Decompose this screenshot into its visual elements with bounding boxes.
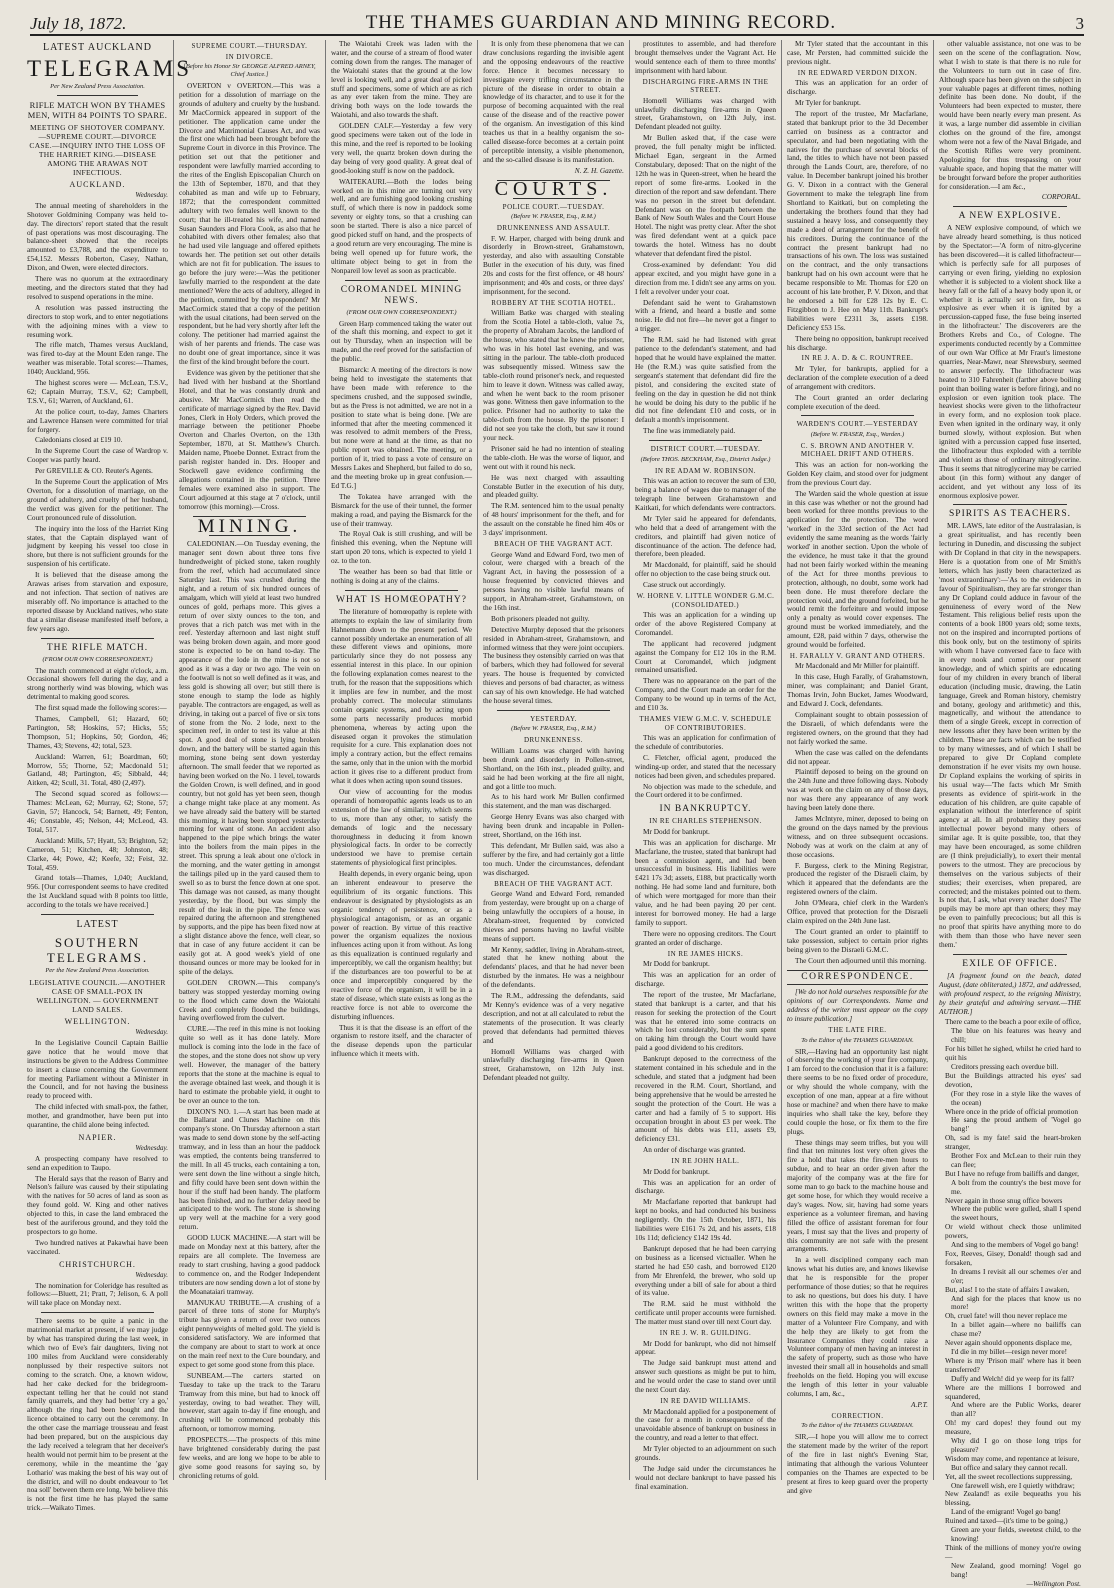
paragraph: The report of the trustee, Mr Macfarlane, stated that bankrupt is a carter, and that his reason for seeking the protection of the Court was that he entered into some contracts on which he lost considerably, but the sum spent on taking him through the Court would have paid a good dividend to his creditors. xyxy=(635,989,776,1053)
paragraph: There were no opposing creditors. The Court granted an order of discharge. xyxy=(635,928,776,947)
paragraph: It is only from these phenomena that we can draw conclusions regarding the invisible agent and the opposing endeavours of the reactive force. Hence it becomes necessary to investigate every trifling circumstance in the picture of the disease in order to obtain a knowledge of its character, and to use it for the purpose of becoming acquainted with the real cause of the disease and of the reactive power of the organism. An investigation of this kind teaches us that in a healthy organism the so-called disease-force becomes at a certain point of perceptible intensity, a visible phenomenon, and the so-called disease is its manifestation. xyxy=(483,39,624,164)
summary-news: MEETING OF SHOTOVER COMPANY. —SUPREME COURT.—DIVORCE CASE.—INQUIRY INTO THE LOSS OF THE HARRIET KING.—DISEASE AMONG THE ARAWAS NOT INFECTIOUS. xyxy=(29,123,166,177)
paragraph: The Court then adjourned until this morning. xyxy=(795,955,927,965)
paragraph: DIXON'S NO. 1.—A start has been made at the Ballarat and Clunes Machine on this company's stone. On Thursday afternoon a start was made to send down stone by the self-acting tramway, and in less than an hour the paddock was emptied, the contents being transferred to the mill. In all 45 trucks, each containing a ton, were sent down the line without a single hitch, and fifty could have been sent down within the hour if the stuff had been handy. The platform has been finished, and no further delay need be anticipated to the work. The stone is showing up very well at the machine for a very good return. xyxy=(179,1106,320,1232)
poem-line: Creditors pressing each overdue bill. xyxy=(951,1061,1059,1071)
correspondent-note: (FROM OUR OWN CORRESPONDENT.) xyxy=(346,308,457,316)
paragraph: F. W. Harper, charged with being drunk and disorderly in Brown-street, Grahamstown, yesterday, and also with assaulting Constable Butler in the execution of his duty, was fined 20s and costs for the first offence, or 48 hours' imprisonment; and 40s and costs, or three days' imprisonment, for the second. xyxy=(483,233,624,296)
before-judge-note: (Before THOS. BECKHAM, Esq., District Judge.) xyxy=(640,455,771,463)
poem-line: Think of the millions of money you're owing— xyxy=(945,1542,1081,1561)
poem-preface: [A fragment found on the beach, dated August, (date obliterated,) 1872, and addressed, with profound respect, to the reigning Ministry, by their grateful and admiring servant.—THE AUTHOR.] xyxy=(939,970,1081,1016)
dateline: Wednesday. xyxy=(135,1027,168,1036)
paragraph: Both prisoners pleaded not guilty. xyxy=(491,613,590,623)
mining-heading: MINING. xyxy=(197,515,302,537)
paragraph: SUNBEAM.—The carters started on Tuesday to take up the track to the Tararu Tramway from this mine, but had to knock off yesterday, owing to bad weather. They will, however, start again to-day if fine enough, and crushing will be commenced probably this afternoon, or tomorrow morning. xyxy=(179,1370,320,1434)
poem-line: Or wield without check those unlimited powers, xyxy=(945,1222,1081,1241)
paragraph: In this case, Hugh Farally, of Grahamstown, miner, was complainant; and Daniel Grant, Thomas Irvin, John Bucket, James Woodward, and Edward J. Cock, defendants. xyxy=(787,672,928,709)
paragraph: The applicant had recovered judgment against the Company for £12 10s in the R.M. Court at Coromandel, which judgment remained unsatisfied. xyxy=(635,638,776,675)
paragraph: The highest scores were — McLean, T.S.V., 62; Captain Murray, T.S.V., 62; Campbell, T.S.V., 61; Warren, of Auckland, 61. xyxy=(27,378,168,405)
page-number: 3 xyxy=(1075,14,1084,33)
case-heading: H. FARALLY V. GRANT AND OTHERS. xyxy=(789,651,926,660)
paragraph: George Wand and Edward Ford, two men of colour, were charged with a breach of the Vagrant Act, in having the possession of a house frequented by convicted thieves and persons having no visible lawful means of support, in Abraham-street, Grahamstown, on the 16th inst. xyxy=(483,549,624,612)
poem-line: The blue on his features was heavy and chill; xyxy=(951,1026,1081,1045)
paragraph: The Judge said bankrupt must attend and answer such questions as might be put to him, and he would order the case to stand over until the next Court day. xyxy=(635,1358,776,1395)
paragraph: John O'Meara, chief clerk in the Warden's Office, proved that protection for the Disraeli claim expired on the 24th June last. xyxy=(787,898,928,925)
case-heading: IN RE J. A. D. & C. ROUNTREE. xyxy=(801,354,914,363)
case-heading: BREACH OF THE VAGRANT ACT. xyxy=(494,540,613,548)
paragraph: These things may seem trifles, but you will find that ten minutes lost very often gives the fire a hold that takes the fire-men hours to subdue, and to hear an order given after the majority of the company was at the fire for some man to go back to the machine house and get some hose, for which they would receive a day's wages. Now, sir, having had some years experience as a volunteer fireman, and having filled the office of assistant foreman for four years, I must say that the lives and property of this community are not safe with the present arrangements. xyxy=(787,1137,928,1254)
paragraph: Homœll Williams was charged with unlawfully discharging fire-arms in Queen street, Grahamstown, on 12th July inst. Defendant pleaded not guilty. xyxy=(483,1046,624,1083)
paragraph: There seems to be quite a panic in the matrimonial market at present, if we may judge by what has transpired during the last week, in which two of Eve's fair daughters, living not 100 miles from Auckland were considerably nonplussed by their respective suitors not coming to the scratch. One, a known widow, had her cake decked for the bridegroom-expectant telling her that he could not stand family quarrels, and they had better 'cry a go,' although the ring had been bought and the licence obtained to carry out the ceremony. In the other case the marriage trousseau and feast had been prepared, but on the auspicious day the lady received a telegram that her deceiver's health would not permit him to be present at the ceremony, while in the meantime the 'gay Lothario' was making the best of his way out of the district, and will no doubt endeavour to 'let noa soll' between them ere long. We believe this is not the first time he has played the same trick.—Waikato Times. xyxy=(27,1316,168,1513)
paragraph: Bankrupt deposed that he had been carrying on business as a licensed victualler. When he started he had £50 cash, and borrowed £120 from Mr Ehrenfeld, the brewer, who sold up everything under a bill of sale for about a third of its value. xyxy=(635,1243,776,1298)
paragraph: Mr Macfarlane reported that bankrupt had kept no books, and had conducted his business negligently. On the 15th October, 1871, his liabilities were £161 7s 2d, and his assets, £18 10s 11d; deficiency £142 19s 4d. xyxy=(635,1197,776,1242)
before-warden-note: (Before W. FRASER, Esq., Warden.) xyxy=(810,430,905,438)
paragraph: Homœll Williams was charged with unlawfully discharging fire-arms in Queen street, Grahamstown, on 12th July, inst. Defendant pleaded not guilty. xyxy=(635,95,776,132)
correspondence-heading: CORRESPONDENCE. xyxy=(787,970,928,985)
place-christchurch: CHRISTCHURCH. xyxy=(59,1259,136,1269)
case-heading: IN RE JOHN HALL. xyxy=(671,1157,740,1166)
case-heading: W. HORNE V. LITTLE WONDER G.M.C. (CONSOLIDATED.) xyxy=(636,592,775,609)
paragraph: In a well disciplined company each man knows what his duties are, and knows likewise that he is responsible for the proper performance of those duties; so that he requires to ask no questions, but does his duty. I have written this with the hope that the property owners on this field may make a move in the matter of a Volunteer Fire Company, and with the help they are likely to get from the Insurance Companies they could raise a Volunteer company of men having an interest in the safety of property, such as those who have invested their small all in households and small freeholds on the field. Hoping you will excuse the length of this letter in your valuable columns, I am, &c., xyxy=(787,1255,928,1398)
case-heading: IN RE ADAM W. ROBINSON. xyxy=(655,466,756,475)
paragraph: Defendant said he went to Grahamstown with a friend, and heard a bustle and some noise. He did not fire—he never got a finger to a trigger. xyxy=(635,297,776,334)
paragraph: William Batke was charged with stealing from the Scotia Hotel a table-cloth, value 7s, the property of Abraham Jacobs, the landlord of the house, who stated that he knew the prisoner, who was in his hotel last evening, and was sitting in the parlour. The table-cloth produced was subsequently missed. Witness saw the table-cloth round prisoner's neck, and requested him to leave it down. Witness was called away, and when he went back to the room prisoner was gone. Witness then gave information to the police. Prisoner had no authority to take the table-cloth from the house. By the prisoner: I did not see you take the cloth, but saw it round your neck. xyxy=(483,308,624,443)
poem-line: Brother Fox and McLean to their ruin they can flee; xyxy=(951,1151,1081,1169)
paragraph: Mr Tyler, for bankrupts, applied for a declaration of the complete execution of a deed of arrangement with creditors. xyxy=(787,363,928,391)
dateline: Wednesday. xyxy=(135,190,168,199)
paragraph: SIR,—Having had an opportunity last night of observing the working of your fire company, I am forced to the conclusion that it is a failure: there seems to be no fixed order of procedure, or why should the whole company, with the exception of one man, appear at a fire without hose or machine? and when there have to make inquiries who shall take the key, before they could couple the hose, or fix them to the fire plugs. xyxy=(787,1046,928,1136)
press-association-note: Per New Zealand Press Association. xyxy=(50,83,145,90)
case-heading: IN RE DAVID WILLIAMS. xyxy=(660,1397,751,1405)
case-heading: IN RE JAMES HICKS. xyxy=(667,949,744,958)
paragraph: Evidence was given by the petitioner that she had lived with her husband at the Shortland Hotel, and that he was constantly drunk and abusive. Mr MacCormick then read the certificate of marriage signed by the Rev. David Jones, Clerk in Holy Orders, which proved the marriage between the petitioner Phoebe Overton and Charles Overton, on the 13th September, 1870, at St. Matthew's Church. Maiden name, Phoebe Donnet. Extract from the parish register handed in. Drs. Hooper and Stockwell gave evidence confirming the allegations contained in the petition. Three females were examined also in support. The Court adjourned at this stage at 7 o'clock, until tomorrow (this morning).—Cross. xyxy=(179,368,320,511)
paragraph: The Herald says that the reason of Barry and Nelson's failure was caused by their stipulating with the natives for 50 acres of land as soon as they found gold. W. King and other natives objected to this, in case the land embraced the best of the auriferous ground, and they told the prospectors to go home. xyxy=(27,1173,168,1236)
paragraph: The R.M. sentenced him to the usual penalty of 48 hours' imprisonment for the theft, and for the assault on the constable he fined him 40s or 3 days' imprisonment. xyxy=(483,501,624,538)
paragraph: Grand totals—Thames, 1,040; Auckland, 956. [Our correspondent seems to have credited the 1st Auckland squad with 8 points too little, according to the totals we have received.] xyxy=(27,873,168,910)
paragraph: When the case was called on the defendants did not appear. xyxy=(787,747,928,766)
column-1 xyxy=(22,40,192,1513)
paragraph: The R.M., addressing the defendants, said Mr Kenny's evidence was of a very negative description, and not at all calculated to rebut the statements of the prosecution. It was clearly proved that defendants had permitted thieves and xyxy=(483,991,624,1045)
paragraph: There was no quorum at the extraordinary meeting, and the directors stated that they had resolved to suspend operations in the mine. xyxy=(27,274,168,301)
correspondent-note: (FROM OUR OWN CORRESPONDENT.) xyxy=(42,655,153,663)
paragraph: In the Supreme Court the case of Wardrop v. Cooper was partly heard. xyxy=(27,446,168,465)
paragraph: Health depends, in every organic being, upon an inherent endeavour to preserve the equilibrium of its organic functions. This endeavour is designated by physiologists as an organic tendency of persistence, or as a physiological antagonism, or as an organic power of reaction. By virtue of this reactive power the organism equalizes the noxious influences acting upon it from without. As long as this equalization is continued regularly and imperceptibly, we call the organism healthy; but if the disturbances are too powerful to be at once and imperceptibly conquered by the reactive force of the organism, it will be in a state of disease, which state exists as long as the reactive force is not able to overcome the disturbing influences. xyxy=(331,869,472,1021)
paragraph: This was an application for an order of discharge. xyxy=(635,970,776,988)
poem-line: Oh! my card dopes! they found out my measure, xyxy=(945,1418,1081,1437)
divider xyxy=(345,280,458,281)
paragraph: Prisoner said he had no intention of stealing the table-cloth. He was the worse of liquor, and went out with it round his neck. xyxy=(483,443,624,471)
paragraph: A resolution was passed instructing the directors to stop work, and to enter negotiations with the adjoining mines with a view to resuming work. xyxy=(27,302,168,339)
column-7 xyxy=(934,39,1086,1588)
summary-rifle: RIFLE MATCH WON BY THAMES MEN, WITH 84 POINTS TO SPARE. xyxy=(27,100,168,120)
paragraph: F. Burgess, clerk to the Mining Registrar, produced the register of the Disraeli claim, by which it appeared that the defendants are the registered owners of the claim. xyxy=(787,860,928,897)
case-heading: DRUNKENNESS. xyxy=(523,736,584,745)
paragraph: The Warden said the whole question at issue in this case was whether or not the ground had been worked for three months previous to the application for the protection. The word 'worked' in the 33rd section of the Act had evidently the same meaning as the words 'fairly worked' in another section. Upon the whole of the evidence, he must take it that the ground had not been fairly worked within the meaning of the Act for three months previous to protection, although, no doubt, some work had been done. He must therefore declare the protection void, and the ground forfeited, but he would remit the forfeiture and would impose only a penalty as would cover expenses. The ground must be worked immediately, and the amount, £28, paid within 7 days, otherwise the ground would be forfeited. xyxy=(787,488,928,650)
poem-line: There came to the beach a poor exile of office, xyxy=(945,1017,1082,1027)
case-heading: ROBBERY AT THE SCOTIA HOTEL. xyxy=(491,298,616,307)
divider xyxy=(497,710,610,711)
paragraph: The first squad made the following scores:— xyxy=(35,703,167,713)
paragraph: There being no opposition, bankrupt received his discharge. xyxy=(787,333,928,352)
poem-line: But I have no refuge from bailiffs and danger, xyxy=(945,1168,1079,1178)
divider xyxy=(57,95,138,96)
paragraph: The report of the trustee, Mr Macfarlane, stated that bankrupt prior to the 3d December carried on business as a contractor and speculator, and had been negotiating with the natives for the purchase of several blocks of land, the titles to which have not been passed through the Lands Court, are, therefore, of no value. In December bankrupt joined his brother G. V. Dixon in a contract with the General Government to make the telegraph line from Shortland to Kaitkati, but on completing the undertaking the brothers found that they had sustained a heavy loss, and consequently they made a deed of arrangement for the benefit of his creditors. During the continuance of the contract the present bankrupt had no transactions of his own. The loss was sustained on the contract, and the only transactions bankrupt had on his own account were that he became responsible to Mr. Thomas for £20 on account of his late brother, P. V. Dixon, and that he endorsed a bill for £28 12s by E. C. Fitzgibbon to J. Hee on May 11th. Bankrupt's liabilities were £2311 3s, assets £198. Deficiency £53 15s. xyxy=(787,108,928,332)
paragraph: There was no appearance on the part of the Company, and the Court made an order for the Company to be wound up in terms of the Act, and £10 3s. xyxy=(635,676,776,713)
poem-line: Ruined and taxed—(it's time to be going,) xyxy=(945,1516,1068,1526)
paragraph: Complainant sought to obtain possession of the Disraeli, of which defendants were the registered owners, on the ground that they had not fairly worked the same. xyxy=(787,710,928,746)
paragraph: The Tokatea have arranged with the Bismarck for the use of their tunnel, the former making a road, and paying the Bismarck for the use of their tramway. xyxy=(331,491,472,528)
column-6 xyxy=(782,39,934,1495)
paragraph: The annual meeting of shareholders in the Shotover Goldmining Company was held to-day. The directors' report stated that the result of past operations was most discouraging. The balance-sheet showed that the receipts amounted to £3,788, and the expenditure to £54,152. Messrs Roberton, Casey, Nathan, Dixon, and Owen, were elected directors. xyxy=(27,200,168,273)
paragraph: GOLDEN CALF.—Yesterday a few very good specimens were taken out of the lode in this mine, and the reef is reported to be looking very well, the quartz broken down during the day being of very good quality. A great deal of good-looking stuff is now on the paddock. xyxy=(331,121,472,175)
divider xyxy=(953,504,1067,505)
poem-line: Yet, all the sweet recollections suppressing, xyxy=(945,1471,1073,1481)
paragraph: CURE.—The reef in this mine is not looking quite so well as it has done lately. More mullock is coming into the lode in the face of the stopes, and the stone does not show up very well. However, the manager of the battery reports that the stone at the machine is equal to the average obtained last week, and though it is hard to estimate the probable yield, it ought to be over an ounce to the ton. xyxy=(179,1024,320,1105)
paragraph: The match commenced at eight o'clock, a.m. Occasional showers fell during the day, and a strong northerly wind was blowing, which was detrimental to making good scores. xyxy=(27,665,168,702)
homoeopathy-heading: WHAT IS HOMŒOPATHY? xyxy=(336,594,467,605)
poem-line: And where are the Public Works, dearer than all? xyxy=(951,1400,1081,1419)
poem-line: Where the public were gulled, shall I spend the sweet hours, xyxy=(951,1204,1081,1223)
in-divorce-heading: IN DIVORCE. xyxy=(225,52,274,61)
paragraph: The inquiry into the loss of the Harriet King states, that the Captain displayed want of judgment by keeping his vessel too close in shore, but there is not sufficient grounds for the suspension of his certificate. xyxy=(27,523,168,569)
paragraph: George Henry Evans was also charged with having been drunk and incapable in Pollen-street, Shortland, on the 16th inst. xyxy=(483,812,624,840)
before-magistrate-note: (Before W. FRASER, Esq., R.M.) xyxy=(511,725,596,733)
paragraph: Mr Dodd for bankrupt. xyxy=(643,1166,710,1176)
poem-line: Land of the emigrant! Vogel go bang! xyxy=(951,1507,1061,1517)
paragraph: GOLDEN CROWN.—This company's battery was stopped yesterday morning owing to the flood which came down the Waiotahi Creek and completely flooded the buildings, having overflowed from the culvert. xyxy=(179,977,320,1023)
paragraph: In the Legislative Council Captain Baillie gave notice that he would move that instructions be given to the Address Committee to insert a clause concerning the Government for meeting Parliament without a Minister in the Council, and for not having the business ready to proceed with. xyxy=(27,1037,168,1101)
divider xyxy=(345,590,458,591)
paragraph: Mr Dodd for bankrupt, who did not himself appear. xyxy=(635,1338,776,1357)
paragraph: As to his hard work Mr Bullen confirmed this statement, and the man was discharged. xyxy=(483,792,624,811)
paragraph: OVERTON v OVERTON.—This was a petition for a dissolution of marriage on the grounds of adultery and cruelty by the husband. Mr MacCormick appeared in support of the petitioner. The application came under the Divorce and Matrimonial Causes Act, and was the first one which had been brought before the Supreme Court in divorce in this Province. The petition set out that the petitioner and respondent were lawfully married according to the rites of the English Episcopalian Church on the 13th of September, 1870, and that they cohabited as man and wife up to February, 1872; that the correspondent committed adultery with two females well known to the court; that he ill-treated his wife, and named Susan Saunders and Flora Cook, as also that he cohabited with divers other females; also that he had used vile language and offered epithets towards her. The petition set out other details which are not fit for publication. The issues to go before the jury were:—Was the petitioner lawfully married to the respondent at the date mentioned? Were the acts of adultery, alleged in the petition, committed by the respondent? Mr MacCormick stated that a copy of the petition with the usual citations, had been served on the respondent, but he had very shortly after left the colony. The petitioner had married against the wish of her parents and friends. The case was no doubt one of great importance, since it was the first of the kind brought before the court. xyxy=(179,81,320,367)
paragraph: This was an application for confirmation of the schedule of contributories. xyxy=(635,733,776,751)
poem-line: Where is my 'Prison mail' where has it been transferred? xyxy=(945,1355,1081,1374)
poem-line: But, alas! I to the state of affairs I awaken, xyxy=(945,1284,1070,1294)
paragraph: The child infected with small-pox, the father, mother, and grandmother, have been put into quarantine, the child alone being infected. xyxy=(27,1102,168,1130)
paragraph: Our view of accounting for the modus operandi of homœopathic agents leads us to an extension of the law of similarity, which seems to us, more than any other, to satisfy the demands of logic and the necessary thoroughness in deducing it from known physiological facts. In order to be correctly understood we have to premise certain statements of physiological first principles. xyxy=(331,786,472,868)
paragraph: The Court granted an order declaring complete execution of the deed. xyxy=(787,392,928,411)
paragraph: James McIntyre, miner, deposed to being on the ground on the days named by the previous witness, and on three subsequent occasions. Nobody was at work on the claim at any of those occasions. xyxy=(787,813,928,859)
paragraph: This was an application for an order of discharge. xyxy=(635,1177,776,1196)
place-wellington: WELLINGTON. xyxy=(64,1017,131,1027)
exile-heading: EXILE OF OFFICE. xyxy=(962,958,1058,969)
paragraph: Thames, Campbell, 61; Hazard, 60; Partington, 58; Hoskins, 57; Hicks, 55; Thompson, 51; Hopkins, 50; Gordon, 46; Thames, 43; Stevens, 42; total, 523. xyxy=(27,714,168,750)
letter-signature: CORPORAL. xyxy=(1041,192,1081,202)
to-editor-note: To the Editor of the THAMES GUARDIAN. xyxy=(801,1036,914,1044)
to-editor-note: To the Editor of the THAMES GUARDIAN. xyxy=(801,1422,914,1430)
poem-line: In dreams I revisit all our schemes o'er and o'er; xyxy=(951,1266,1081,1285)
column-2 xyxy=(174,40,326,1480)
paragraph: This was an application for an order of discharge. xyxy=(787,78,928,97)
paragraph: Bankrupt deposed to the correctness of the statement contained in his schedule and in the schedule, and stated that a judgment had been recovered in the R.M. Court, Shortland, and being apprehensive that he would be arrested he sought the protection of the Court. He was a carter and had a family of 5 to support. His occupation brought in about £3 per week. The amount of his debts was £11, assets £9, deficiency £31. xyxy=(635,1054,776,1144)
paragraph: The literature of homœopathy is replete with attempts to explain the law of similarity from Hahnemann down to the present period. We cannot possibly undertake an enumeration of all these different views and opinions, more particularly since they do not possess any essential interest in this place. In our opinion the following explanation comes nearest to the truth, for the reason that the suppositions which it implies are few in number, and the most probably correct. The molecular stimulants contain organic systems, and by acting upon some parts necessarily produces morbid phenomena, whereas by acting upon the diseased organ it provokes the stimulation requisite for a cure. This explanation does not imply a contrary action, but the effect remains the same, only that in the union with the morbid action it gives rise to a different product from what it does when acting upon sound tissues. xyxy=(331,606,472,786)
divider xyxy=(41,1312,154,1313)
paragraph: The weather has been so bad that little or nothing is doing at any of the claims. xyxy=(331,567,472,585)
paragraph: Mr Bullen asked that, if the case were proved, the full penalty might be inflicted. Michael Egan, sergeant in the Armed Constabulary, deposed: That on the night of the 12th he was in Queen-street, when he heard the report of some fire-arms. Looked in the direction of the report and saw defendant. There was no person in the street but defendant. Defendant was on the footpath between the Bank of New South Wales and the Court House Hotel. The night was pretty clear. After the shot was fired defendant went at a quick pace towards the hotel. Witness has no doubt whatever that defendant fired the pistol. xyxy=(635,133,776,259)
paragraph: other valuable assistance, not one was to be seen on the scene of the conflagration. Now, what I wish to state is that there is no rule for the Volunteers to turn out in case of fire. Although space has been given on the subject in your valuable pages at different times, nothing definite has been done. No doubt, if the Volunteers had been expected to muster, there would have been nearly every man present. As it was, a large number did assemble in civilian clothes on the ground of the fire, amongst whom were not a few of the Naval Brigade, and the Scottish Rifles were very prominent. Apologizing for thus trespassing on your valuable space, and hoping that the matter will be brought forward before the proper authorities for consideration.—I am &c., xyxy=(939,39,1081,191)
paragraph: The R.M. said he must withhold the certificate until proper accounts were furnished. The matter must stand over till next Court day. xyxy=(635,1299,776,1327)
paragraph: Thus it is that the disease is an effort of the organism to restore itself, and the character of the disease depends upon the particular influence which it meets with. xyxy=(331,1022,472,1059)
telegrams-heading: TELEGRAMS xyxy=(27,56,192,81)
paragraph: Mr Dodd for bankrupt. xyxy=(643,826,710,836)
poem-line: Never again in those snug office bowers xyxy=(945,1195,1063,1205)
paragraph: Mr Macdonald and Mr Miller for plaintiff. xyxy=(795,661,920,671)
poem-line: For his billet he sighed, whilst he cried hard to quit his xyxy=(945,1044,1081,1063)
poem-line: But the Buildings attracted his eyes' sad devotion, xyxy=(945,1070,1081,1089)
paragraph: Mr Dodd for bankrupt. xyxy=(643,959,710,969)
poem-line: And sigh for the places that know us no more! xyxy=(951,1293,1081,1312)
column-4 xyxy=(478,40,630,1480)
paragraph: Bismarck: A meeting of the directors is now being held to investigate the statements that have been made with reference to the specimens crushed, and the supposed swindle, but as the Press is not admitted, we are not in a position to state what is being done. [We are informed that after the meeting commenced it was resolved to admit members of the Press, but none were at hand at the time, as that no public report was obtained. The meeting, or a portion of it, tried to pass a vote of censure on Messrs Lakes and Shepherd, but failed to do so, and the meeting broke up in great confusion.—Ed T.G.] xyxy=(331,365,472,490)
southern-telegrams-heading: SOUTHERN TELEGRAMS. xyxy=(46,935,149,966)
paragraph: MANUKAU TRIBUTE.—A crushing of a parcel of three tons of stone for Murphy's tribute has given a return of over two ounces eight pennyweights of melted gold. The yield is considered satisfactory. We are informed that the company are about to start to work at once on the main reef next to the Cure boundary, and expect to get some good stone from this place. xyxy=(179,1297,320,1369)
poem-line: New Zealand, good morning! Vogel go bang! xyxy=(951,1560,1081,1579)
summary-southern: LEGISLATIVE COUNCIL.—ANOTHER CASE OF SMALL-POX IN WELLINGTON. — GOVERNMENT LAND SALES. xyxy=(29,978,166,1015)
case-heading: DISCHARGING FIRE-ARMS IN THE STREET. xyxy=(642,77,769,95)
paragraph: This was an application for a winding up order of the above Registered Company at Coromandel. xyxy=(635,610,776,637)
poem-line: In a billet again—where no bailiffs can chase me? xyxy=(951,1320,1081,1339)
case-heading: DRUNKENNESS AND ASSAULT. xyxy=(496,224,611,232)
paragraph: The rifle match, Thames versus Auckland, was fired to-day at the Mount Eden range. The weather was miserable. Total scores:—Thames, 1040; Auckland, 956. xyxy=(27,340,168,377)
paragraph: Two hundred natives at Pakawhai have been vaccinated. xyxy=(27,1237,168,1256)
paragraph: This was an action to recover the sum of £30, being a balance of wages due to manager of the telegraph line between Grahamstown and Kaitkati, for which defendants were contractors. xyxy=(635,476,776,512)
poem-source: —Wellington Post. xyxy=(1026,1578,1081,1588)
poem-line: One farewell wish, ere I quietly withdraw; xyxy=(951,1480,1075,1490)
poem-line: New Zealand! as exile bequeaths you his blessing, xyxy=(945,1489,1081,1508)
case-heading: IN RE EDWARD VERDON DIXON. xyxy=(797,68,918,77)
paragraph: Mr Tyler stated that the accountant in this case, Mr Persten, had committed suicide the previous night. xyxy=(787,39,928,66)
paragraph: A NEW explosive compound, of which we have already heard something, is thus noticed by the Spectator:—'A form of nitro-glycerine has been discovered—it is called lithofracteur—which is perfectly safe for all purposes of carrying or even firing, yielding no explosion whether it is subjected to a violent shock like a heavy fall or the fall of a heavy body upon it, or whether it is actually set on fire, but as explosive as ever when it is ignited by a percussion-capped fuse, the fuse being inserted in the lithofracteur.' The discoverers are the Brothers Krebs and Co., of Cologne. The experiments conducted recently by a Committee of our own War Office at Mr Fraut's limestone quarries, Near-Mawr, near Shrewsbury, seemed to answer perfectly. The lithofracteur was heated to 310 Fahrenheit (farther above boiling point than boiling water is before firing), and no explosion or even ignition took place. The heaviest shocks were given to the lithofracteur in every form, and no explosion took place. Even when ignited in the ordinary way, it only burned slowly, without explosion. But when ignited with a percussion capped fuse inserted, the lithofracteur thus exploded with a terrible and violent as those of ordinary nitroglycerine. Thus it seems that nitroglycerine may be carried about (in this form) without any danger of accident, and yet without any loss of its enormous explosive power. xyxy=(939,223,1081,500)
source-signoff: N. Z. H. Gazette. xyxy=(574,165,624,175)
before-judge-note: [Before his Honor Sir GEORGE ALFRED ARNEY, Chief Justice.] xyxy=(183,63,316,78)
poem-line: Duffy and Welch! did ye weep for its fall? xyxy=(951,1373,1075,1383)
divider xyxy=(953,206,1067,207)
paragraph: No objection was made to the schedule, and the Court ordered it to be confirmed. xyxy=(635,781,776,800)
poem-line: Oh, cruel fate! will thou never replace me xyxy=(945,1311,1067,1321)
courts-heading: COURTS. xyxy=(494,177,613,200)
paragraph: Mr Macdonald applied for a postponement of the case for a month in consequence of the unavoidable absence of bankrupt on business in the country, and read a letter to that effect. xyxy=(635,1406,776,1443)
divider xyxy=(801,415,914,416)
rifle-match-heading: THE RIFLE MATCH. xyxy=(46,642,149,653)
bankruptcy-heading: IN BANKRUPTCY. xyxy=(659,804,752,815)
paragraph: This was an action for non-working the Golden Key claim, and stood over for judgment from the previous Court day. xyxy=(787,459,928,487)
district-court-heading: DISTRICT COURT.—TUESDAY. xyxy=(650,445,761,454)
supreme-court-heading: SUPREME COURT.—THURSDAY. xyxy=(191,42,308,50)
paragraph: WAITEKAURI.—Both the lodes being worked on in this mine are turning out very well, and are furnishing good looking crushing stuff, of which there is now in paddock some seventy or eighty tons, so that a crushing can soon be started. There is also a nice parcel of good picked stuff on hand, and the prospects of a good return are very encouraging. The mine is being well opened up for future work, the ultimate object being to get in from the Nonpareil low level as soon as practicable. xyxy=(331,176,472,275)
disclaimer: [We do not hold ourselves responsible for the opinions of our Correspondents. Name and address of the writer must appear on the copy to insure publication.] xyxy=(787,987,928,1024)
paragraph: The Second squad scored as follows:— Thames: McLean, 62; Murray, 62; Stone, 57; Gavin, 57; Hancock, 54; Barnett, 49; Fenton, 46; Constable, 45; Nelson, 44; McLeod, 43. Total, 517. xyxy=(27,789,168,834)
divider xyxy=(41,638,154,639)
paragraph: The fine was immediately paid. xyxy=(643,426,736,436)
divider xyxy=(953,954,1067,955)
poem-line: Oh, sad is my fate! said the heart-broken stranger, xyxy=(945,1133,1081,1152)
latest-auckland-heading: LATEST AUCKLAND xyxy=(43,42,152,53)
paragraph: George Wand and Edward Ford, remanded from yesterday, were brought up on a charge of being unlawfully the occupiers of a house, in Abraham-street, frequented by convicted thieves and persons having no lawful visible means of support. xyxy=(483,889,624,943)
poem-line: (For they rose in a style like the waves of the ocean) xyxy=(951,1088,1081,1107)
poem-line: Why did I go on those long trips for pleasure? xyxy=(951,1436,1081,1454)
case-heading: THAMES VIEW G.M.C. V. SCHEDULE OF CONTRIBUTORIES. xyxy=(639,715,772,732)
paragraph: MR. LAWS, late editor of the Australasian, is a great spiritualist, and has recently been lecturing in Dunedin, and discussing the subject with Dr Copland in that city in the newspapers. Here is a quotation from one of Mr Smith's letters, which has justly been characterized as 'most extraordinary':—'As to the evidences in favour of Spiritualism, they are far stronger than any Dr Copland could adduce in favour of the genuineness of every word of the New Testament. This religious belief rests upon the contents of a book 1800 years old; some texts, not on the inspired and incorrupted portions of this book only, but on the testimony of spirits with whom I have conversed face to face with in every nook and corner of our present knowledge, and of which spirits are educating four of my children in every branch of liberal education (including music, drawing, the Latin language, Greek and Roman history, chemistry and botany, geology and arithmetic) and this, magnetically, and without the attendance to them of a single Greek, except in correction of new lessons after they have been written by the children. These are facts which can be testified to by many witnesses, and of which I shall be prepared to give Dr Copland complete demonstration if he ever visits my own house. Dr Copland explains the working of spirits in his usual way—'The facts which Mr Smith presents as evidence of spirit-work in the education of his children, are quite capable of explanation without the interference of spirit agency at all. In all probability they possess intellectual power beyond many others of similar age. It is quite possible, too, that they may have been encouraged, as some children are (I think prejudicially), to exert their mental powers to the utmost. They are precocious by themselves on the various subjects of their studies; their exercises, when prepared, are corrected; and the mistakes pointed out to them. Is not that, I ask, what every teacher does? The pupils may be more apt than others; they may be even to painfully precocious; but all this is no proof that spirits have anything more to do with them than those who have never seen them.' xyxy=(939,521,1081,949)
poem-line: Never again should opponents displace me, xyxy=(945,1338,1072,1348)
poem-line: He sang the proud anthem of 'Vogel go bang!' xyxy=(951,1115,1081,1134)
wardens-court-heading: WARDEN'S COURT.—YESTERDAY xyxy=(796,420,919,429)
paragraph: This was an application for discharge. Mr Macfarlane, the trustee, stated that bankrupt had been a commission agent, and had been unsuccessful in business. His liabilities were £421 17s 3d; assets, £188, but practically worth nothing. He had some land and furniture, both of which were mortgaged for more than their value, and he had been paying 20 per cent. interest for borrowed money. He had a large family to support. xyxy=(635,837,776,927)
case-heading: C. S. BROWN AND ANOTHER V. MICHAEL DRIFT AND OTHERS. xyxy=(800,441,915,459)
paragraph: Per GREVILLE & CO. Reuter's Agents. xyxy=(35,466,153,476)
paragraph: prostitutes to assemble, and had therefore brought themselves under the Vagrant Act. He would sentence each of them to three months' imprisonment with hard labour. xyxy=(635,39,776,75)
paragraph: PROSPECTS.—The prospects of this mine have brightened considerably during the past few weeks, and are long we hope to be able to give some good reasons for saying so, by chronicling returns of gold. xyxy=(179,1435,320,1480)
correction-heading: CORRECTION. xyxy=(831,1411,884,1420)
paragraph: The R.M. said he had listened with great patience to the defendant's statement, and had hoped that he would have explained the matter. He (the R.M.) was quite satisfied from the sergeant's statement that defendant did fire the pistol, and considering the excited state of feeling on the day in question he did not think he would be doing his duty to the public if he did not fine defendant £10 and costs, or in default a month's imprisonment. xyxy=(635,335,776,425)
letter-signature: A.P.T. xyxy=(911,1399,928,1409)
paragraph: He was next charged with assaulting Constable Butler in the execution of his duty, and pleaded guilty. xyxy=(483,472,624,500)
paragraph: A prospecting company have resolved to send an expedition to Taupo. xyxy=(27,1153,168,1172)
column-5 xyxy=(630,39,782,1491)
masthead xyxy=(30,8,1084,36)
press-association-note: Per the New Zealand Press Association. xyxy=(45,967,150,975)
dateline: Wednesday. xyxy=(135,1270,168,1279)
paragraph: Mr Kenny, saddler, living in Abraham-street, stated that he knew nothing about the defendants' places, and that he had never been disturbed by the inmates. He was a neighbour of the defendants. xyxy=(483,944,624,990)
paragraph: Case struck out accordingly. xyxy=(643,580,726,590)
poem-line: But office and salary they cannot recall. xyxy=(951,1462,1068,1472)
poem xyxy=(939,1018,1081,1579)
place-auckland: AUCKLAND. xyxy=(69,180,126,189)
case-heading: BREACH OF THE VAGRANT ACT. xyxy=(494,879,613,888)
newspaper-title: THE THAMES GUARDIAN AND MINING RECORD. xyxy=(365,12,837,33)
column-3 xyxy=(326,40,478,1480)
coromandel-heading: COROMANDEL MINING NEWS. xyxy=(340,284,463,306)
paragraph: Mr Macdonald, for plaintiff, said he should offer no objection to the case being struck out. xyxy=(635,560,776,579)
paragraph: C. Fletcher, official agent, produced the winding-up order, and stated that the necessary notices had been given, and schedules prepared. xyxy=(635,752,776,780)
poem-line: Wisdom may come, and repentance at leisure, xyxy=(945,1453,1080,1463)
paragraph: The Waiotahi Creek was laden with the water, and the course of a stream of flood water coming down from the ranges. The manager of the Waiotahi states that the ground at the low level is looking well, and a great deal of picked stuff and specimens, some of which are as rich as any ever taken from the mine. They are driving both ways on the lode towards the Waiotahi, and also towards the shaft. xyxy=(331,39,472,120)
paragraph: In the Supreme Court the application of Mrs Overton, for a dissolution of marriage, on the ground of adultery, and cruelty of her husband, the verdict was given for the petitioner. The Court pronounced rule of dissolution. xyxy=(27,477,168,522)
paragraph: An order of discharge was granted. xyxy=(643,1145,746,1155)
paragraph: SIR,—I hope you will allow me to correct the statement made by the writer of the report of the fire in last night's Evening Star, intimating that although the various Volunteer companies on the Thames are expected to be present at fires to keep guard over the property and give xyxy=(787,1432,928,1495)
paragraph: The Judge said under the circumstances he would not declare bankrupt to have passed his final examination. xyxy=(635,1463,776,1491)
paragraph: The nomination for Coleridge has resulted as follows:—Bluett, 21; Pratt, 7; Jelison, 6. A poll will take place on Monday next. xyxy=(27,1280,168,1308)
paragraph: CALEDONIAN.—On Tuesday evening, the manager sent down about three tons five hundredweight of picked stone, taken roughly from the reef, which had accumulated since Saturday last. This was crushed during the night, and a return of six hundred ounces of amalgam, which will yield at least two hundred ounces of gold, perhaps more. This gives a return of over sixty ounces to the ton, and proves that a rich patch was met with in the reef. Yesterday afternoon and last night stuff was being broken down again, and more good stone is expected to be on hand to-day. The appearance of the lode in the mine is not so good as it was a day or two ago. The vein on the footwall is not so well defined as it was, and less gold is showing all over; but still there is stone enough to stamp the lode as highly payable. The contractors are engaged, as well as driving, in taking out a parcel of five or six tons of stone from the No. 2 lode, next to the specimen reef, in order to test its value at this spot. A good deal of stone is lying broken down, and the battery will be started again this morning, stone being sent down yesterday afternoon. The small feeder that we reported as having been worked on the No. 1 level, towards the Golden Crown, is well defined, and in good country, but not gold has yet been seen, though a change might take place at any moment. As we have already said the battery will be started this morning, it having been stopped yesterday morning for want of stone. An accident also happened to the pipe which brings the water into the boilers from the main pipes in the street. This sprung a leak about one o'clock in the morning, and the water getting in amongst the tailings piled up in the yard caused them to swell so as to burst the fence down at one spot. This damage was not caused, as many thought yesterday, by the flood, but was simply the result of the leak in the pipe. The fence was repaired during the afternoon and strengthened by supports, and the pipe has been fixed now at a slight distance above the fence, well clear, so that in case of any future accident it can be easily got at. A good week's yield of one thousand ounces or more may be looked for in spite of the delays. xyxy=(179,539,320,976)
divider xyxy=(41,914,154,915)
paragraph: Green Harp commenced taking the water out of the shaft this morning, and expect to get it out by Thursday, when an inspection will be made, and the reef proved for the satisfaction of the public. xyxy=(331,318,472,364)
paragraph: Plaintiff deposed to being on the ground on the 24th June and three following days. Nobody was at work on the claim on any of those days, nor was there any appearance of any work having been lately done there. xyxy=(787,767,928,813)
paragraph: Mr Tyler said he appeared for defendants, who held that a deed of arrangement with the creditors, and plaintiff had given notice of discontinuance of the action. The defence had, therefore, been pleaded. xyxy=(635,513,776,559)
late-fire-heading: THE LATE FIRE. xyxy=(828,1026,887,1034)
poem-line: Green are your fields, sweetest child, to the knowing! xyxy=(951,1525,1081,1543)
paragraph: William Loams was charged with having been drunk and disorderly in Pollen-street, Shortland, on the 16th inst., pleaded guilty, and said he had been working at the fire all night, and got a little too much. xyxy=(483,745,624,791)
paragraph: This defendant, Mr Bullen said, was also a sufferer by the fire, and had certainly got a little too much. Under the circumstances, defendant was discharged. xyxy=(483,840,624,877)
divider xyxy=(649,440,762,441)
paragraph: Detective Murphy deposed that the prisoners resided in Abraham-street, Grahamstown, and informed witness that they were joint occupiers. The business they ostensibly carried on was that of barbers, which they had followed for several years. The house is frequented by convicted thieves and persons of bad character, as witness can say of his own knowledge. He had watched the house several times. xyxy=(483,624,624,705)
columns xyxy=(22,39,1092,1588)
case-heading: IN RE CHARLES STEPHENSON. xyxy=(649,817,762,826)
paragraph: Cross-examined by defendant: You did appear excited, and you might have gone in a direction from me. I didn't see any arms on you. I felt a revolver under your coat. xyxy=(635,259,776,296)
poem-line: And sing to the members of Vogel go bang! xyxy=(951,1240,1079,1250)
paragraph: Auckland: Warren, 61; Boardman, 60; Morrow, 55; Thorne, 52; Macdonald 51; Gatland, 48; Partington, 45; Sibbald, 44; Aitken, 42; Scull, 31. Total, 480 (2,497). xyxy=(27,751,168,788)
paragraph: Mr Tyler objected to an adjournment on such grounds. xyxy=(635,1444,776,1463)
paragraph: At the police court, to-day, James Charters and Lawrence Hansen were committed for trial for forgery. xyxy=(27,406,168,434)
poem-line: Where once in the pride of official promotion xyxy=(945,1106,1078,1116)
before-magistrate-note: (Before W. FRASER, Esq., R.M.) xyxy=(511,213,596,220)
poem-line: Where are the millions I borrowed and squandered, xyxy=(945,1382,1081,1401)
issue-date: July 18, 1872. xyxy=(30,14,127,33)
paragraph: Auckland: Mills, 57; Hyatt, 53; Brighton, 52; Cameron, 51; Kitchen, 48; Johnston, 48; Clarke, 44; Powe, 42; Keefe, 32; Feist, 32. Total, 459. xyxy=(27,835,168,872)
poem-line: I'd die in my billet—resign never more! xyxy=(951,1346,1068,1356)
place-napier: NAPIER. xyxy=(78,1132,117,1142)
police-court-heading: POLICE COURT.—TUESDAY. xyxy=(502,202,605,211)
paragraph: The Court granted an order to plaintiff to take possession, subject to certain prior rights being given to the Disraeli G.M.C. xyxy=(787,926,928,954)
poem-line: Fox, Reeves, Gisey, Donald! though sad and forsaken, xyxy=(945,1249,1081,1267)
new-explosive-heading: A NEW EXPLOSIVE. xyxy=(958,211,1062,222)
paragraph: Caledonians closed at £19 10. xyxy=(35,435,123,445)
paragraph: Mr Tyler for bankrupt. xyxy=(795,98,861,108)
yesterday-heading: YESTERDAY. xyxy=(530,714,577,723)
dateline: Wednesday. xyxy=(135,1143,168,1152)
paragraph: The Royal Oak is still crushing, and will be finished this evening, when the Neptune will start upon 20 tons, which is expected to yield 1 oz. to the ton. xyxy=(331,529,472,566)
paragraph: GOOD LUCK MACHINE.—A start will be made on Monday next at this battery, after the repairs are all complete. The Inverness are ready to start crushing, having a good paddock to commence on, and the Rodger Independent tributers are now sending down a lot of stone by the Moanataiari tramway. xyxy=(179,1233,320,1296)
paragraph: It is believed that the disease among the Arawas arises from starvation and exposure, and not infection. That section of natives are miserably off. No importance is attached to the reported disease by Auckland natives, who state that a similar disease manifested itself before, a few years ago. xyxy=(27,570,168,633)
spirits-heading: SPIRITS AS TEACHERS. xyxy=(949,509,1071,520)
latest-heading: LATEST xyxy=(76,919,119,931)
case-heading: IN RE J. W. R. GUILDING. xyxy=(659,1329,752,1338)
poem-line: A bolt from the country's the best move for me. xyxy=(951,1177,1081,1196)
